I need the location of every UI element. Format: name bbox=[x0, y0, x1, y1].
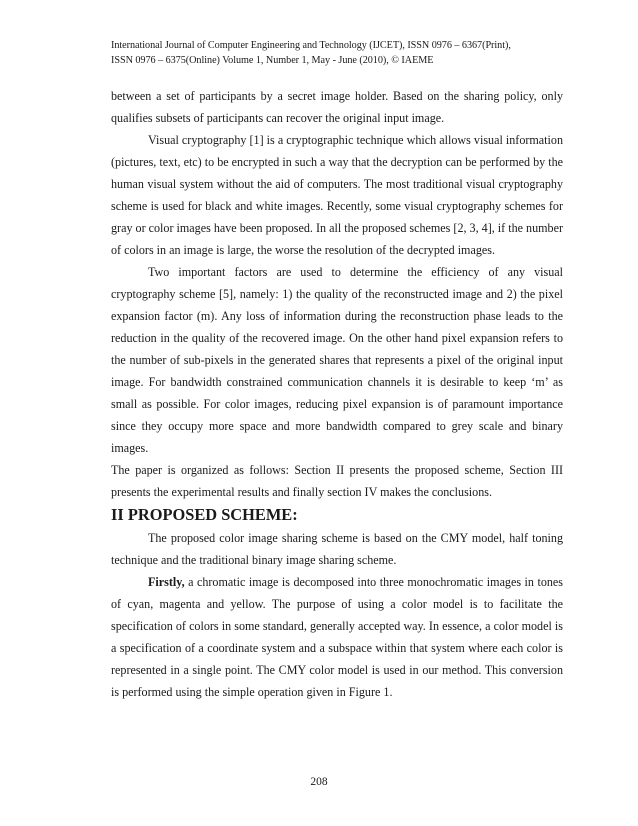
body-text bbox=[111, 85, 563, 703]
header-line-1: International Journal of Computer Engineering and Technology (IJCET), ISSN 0976 – 6367(Print), bbox=[111, 40, 511, 51]
paragraph-continued: between a set of participants by a secret image holder. Based on the sharing policy, only qualifies subsets of participants can recover the original input image. bbox=[111, 89, 563, 125]
paragraph-proposed-scheme: The proposed color image sharing scheme is based on the CMY model, half toning technique and the traditional binary image sharing scheme. bbox=[111, 531, 563, 567]
paragraph-visual-cryptography: Visual cryptography [1] is a cryptographic technique which allows visual information (pictures, text, etc) to be encrypted in such a way that the decryption can be performed by the human visual system without the aid of computers. The most traditional visual cryptography scheme is used for black and white images. Recently, some visual cryptography schemes for gray or color images have been proposed. In all the proposed schemes [2, 3, 4], if the number of colors in an image is large, the worse the resolution of the decrypted images. bbox=[111, 133, 563, 257]
running-header bbox=[111, 38, 571, 68]
section-heading: II PROPOSED SCHEME: bbox=[111, 505, 298, 524]
paragraph-firstly bbox=[111, 571, 563, 703]
paragraph-firstly-text: a chromatic image is decomposed into three monochromatic images in tones of cyan, magenta and yellow. The purpose of using a color model is to facilitate the specification of colors in some standard, generally accepted way. In essence, a color model is a specification of a coordinate system and a subspace within that system where each color is represented in a single point. The CMY color model is used in our method. This conversion is performed using the simple operation given in Figure 1. bbox=[111, 575, 563, 699]
paragraph-organization: The paper is organized as follows: Section II presents the proposed scheme, Section III presents the experimental results and finally section IV makes the conclusions. bbox=[111, 463, 563, 499]
paragraph-efficiency-factors: Two important factors are used to determine the efficiency of any visual cryptography scheme [5], namely: 1) the quality of the reconstructed image and 2) the pixel expansion factor (m). Any loss of information during the reconstruction phase leads to the reduction in the quality of the recovered image. On the other hand pixel expansion refers to the number of sub-pixels in the generated shares that represents a pixel of the original input image. For bandwidth constrained communication channels it is desirable to keep ‘m’ as small as possible. For color images, reducing pixel expansion is of paramount importance since they occupy more space and more bandwidth compared to grey scale and binary images. bbox=[111, 265, 563, 455]
header-line-2: ISSN 0976 – 6375(Online) Volume 1, Number 1, May - June (2010), © IAEME bbox=[111, 55, 434, 66]
page-number: 208 bbox=[310, 776, 328, 788]
paragraph-lead-word: Firstly, bbox=[148, 575, 185, 589]
